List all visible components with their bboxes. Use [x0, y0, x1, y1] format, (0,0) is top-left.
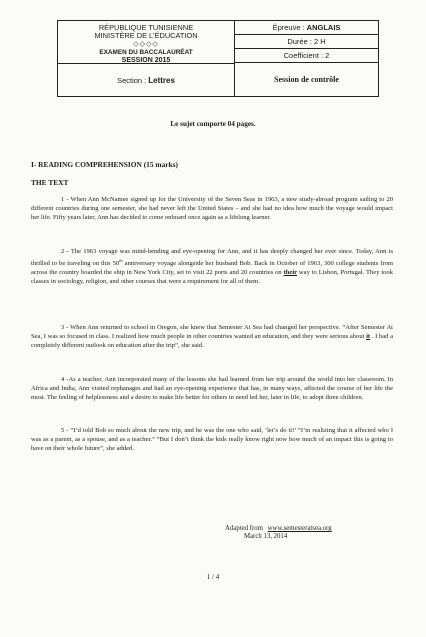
epreuve-label: Épreuve :	[272, 23, 305, 32]
session-type-text: Session de contrôle	[274, 75, 339, 84]
underlined-word-it: it	[366, 332, 371, 340]
coefficient-cell	[235, 49, 378, 63]
section-heading: I- READING COMPREHENSION (15 marks)	[31, 160, 178, 169]
section-cell	[58, 63, 235, 96]
session-year: SESSION 2015	[121, 57, 171, 65]
epreuve-cell	[235, 21, 378, 35]
paragraph-4	[31, 376, 393, 403]
paragraph-3-text-b: . I had a completely different outlook on education after the trip”, she said.	[31, 332, 393, 349]
duree-cell	[235, 35, 378, 49]
diamond-ornament: ◇◇◇◇	[133, 40, 159, 48]
paragraph-1-text: 1 - When Ann McNamee signed up for the University of the Seven Seas in 1963, a new study-abroad program sailing to 20 different countries during one semester, she had never left the United States – and she had no idea how much the voyage would impact her life. Fifty years later, Ann has decided to come onboard once again as a lifelong learner.	[31, 196, 393, 221]
duree-text: Durée : 2 H	[287, 37, 326, 46]
source-url: www.semesteratsea.org	[267, 525, 332, 532]
text-heading: THE TEXT	[31, 178, 69, 187]
ministry-block	[58, 21, 235, 63]
exam-name: EXAMEN DU BACCALAURÉAT	[99, 48, 193, 56]
subject-page-count: Le sujet comporte 04 pages.	[170, 120, 256, 128]
paragraph-3-text-a: 3 - When Ann returned to school in Oregon, she knew that Semester At Sea had changed her perspective. “After Semester At Sea, I was so focused in class. I realized how much people in other countries wanted an education, and they were serious about	[31, 324, 393, 340]
paragraph-2	[31, 248, 393, 287]
page-number: 1 / 4	[206, 573, 220, 581]
paragraph-4-text: 4 -As a teacher, Ann incorporated many of the lessons she had learned from her trip around the world into her classroom. In Africa and India, Ann visited orphanages and had an eye-opening experience that has, in many ways, affected the course of her life the most. The feeling of helplessness and a desire to make life better for others in need led her, later in life, to adopt three children.	[31, 376, 393, 401]
underlined-word-their: their	[283, 269, 298, 277]
coefficient-text: Coefficient : 2	[283, 51, 330, 60]
republic-name: RÉPUBLIQUE TUNISIENNE	[98, 23, 194, 32]
section-label: Section :	[117, 75, 147, 85]
paragraph-3	[31, 324, 393, 351]
ministry-name: MINISTÈRE DE L'ÉDUCATION	[94, 31, 198, 41]
paragraph-2-text-c: way to Lisbon, Portugal. They took classes in sociology, religion, and other courses that were a requirement for all of them.	[31, 269, 394, 286]
paragraph-2-text-b: anniversary voyage alongside her husband Bob. Back in October of 1963, 300 college students from across the country boarded the ship in New York City, set to visit 22 ports and 20 countries on	[31, 260, 393, 277]
paragraph-2-text-a: 2 - The 1963 voyage was mind-bending and eye-opening for Ann, and it has deeply changed her ever since. Today, Ann is thrilled to be traveling on this 50	[31, 248, 393, 268]
source-date: March 13, 2014	[244, 533, 288, 540]
epreuve-value: ANGLAIS	[306, 23, 341, 32]
paragraph-5	[31, 427, 393, 454]
session-type-cell	[235, 63, 378, 96]
paragraph-1	[31, 196, 393, 223]
exam-header-box	[57, 20, 379, 97]
source-label: Adapted from	[225, 525, 263, 532]
paragraph-5-text: 5 - “I’d told Bob so much about the new trip, and he was the one who said, ‘let’s do it!’ “I’m realizing that it affected who I was as a parent, as a spouse, and as a teacher.” “But I don’t think the kids really know right now how much of an impact this is going to have on their whole future”, she added.	[31, 427, 393, 452]
ordinal-suffix: th	[119, 257, 123, 263]
source-attribution	[225, 524, 332, 533]
section-value: Lettres	[148, 75, 175, 85]
